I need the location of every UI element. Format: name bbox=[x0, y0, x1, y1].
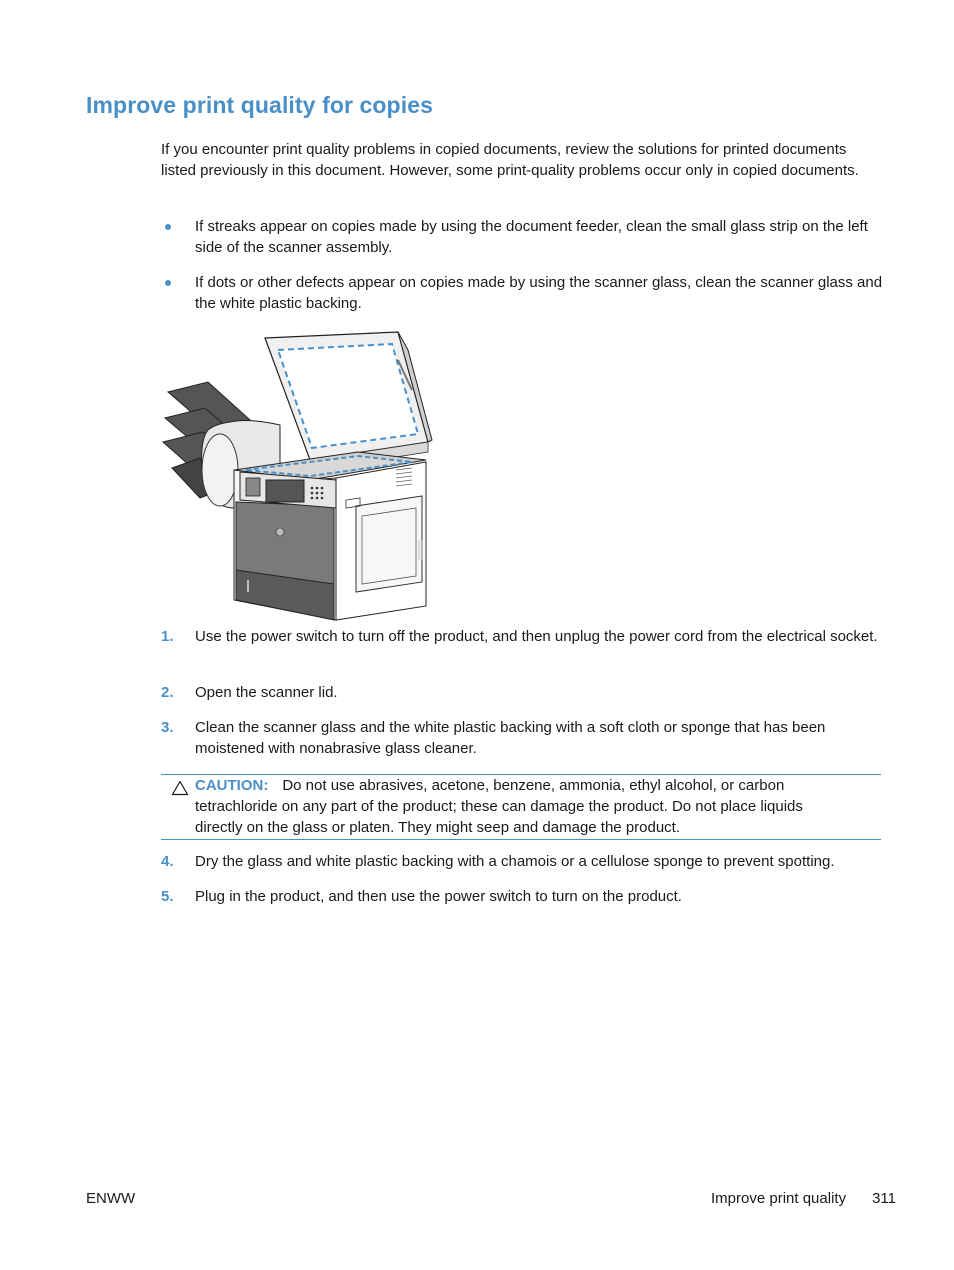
warning-triangle-icon bbox=[171, 780, 189, 796]
caution-text bbox=[195, 775, 845, 838]
bullet-icon bbox=[165, 280, 171, 286]
step-number: 4. bbox=[161, 853, 174, 870]
page-number: 311 bbox=[872, 1190, 896, 1207]
step-number: 1. bbox=[161, 628, 174, 645]
footer-section bbox=[711, 1190, 896, 1207]
caution-box bbox=[161, 774, 881, 840]
step-number: 3. bbox=[161, 719, 174, 736]
page-title: Improve print quality for copies bbox=[86, 92, 433, 118]
step-number: 2. bbox=[161, 684, 174, 701]
caution-label: CAUTION: bbox=[195, 777, 269, 794]
step-text: Open the scanner lid. bbox=[195, 684, 338, 701]
step-text: Dry the glass and white plastic backing with a chamois or a cellulose sponge to prevent spotting. bbox=[195, 853, 835, 870]
step-text: Plug in the product, and then use the power switch to turn on the product. bbox=[195, 888, 682, 905]
footer-section-title: Improve print quality bbox=[711, 1190, 847, 1207]
bullet-text: If dots or other defects appear on copies made by using the scanner glass, clean the scanner glass and the white plastic backing. bbox=[195, 274, 883, 312]
bullet-icon bbox=[165, 224, 171, 230]
printer-scanner-illustration bbox=[160, 330, 440, 625]
step-text: Clean the scanner glass and the white plastic backing with a soft cloth or sponge that has been moistened with nonabrasive glass cleaner. bbox=[195, 719, 826, 757]
step-number: 5. bbox=[161, 888, 174, 905]
footer-locale: ENWW bbox=[86, 1190, 136, 1207]
intro-paragraph: If you encounter print quality problems in copied documents, review the solutions for printed documents listed previously in this document. However, some print-quality problems occur only in copied documents. bbox=[161, 141, 859, 179]
step-text: Use the power switch to turn off the product, and then unplug the power cord from the electrical socket. bbox=[195, 628, 878, 645]
caution-body: Do not use abrasives, acetone, benzene, ammonia, ethyl alcohol, or carbon tetrachloride on any part of the product; these can damage the product. Do not place liquids directly on the glass or platen. They might seep and damage the product. bbox=[195, 777, 803, 836]
hp-logo-icon bbox=[276, 528, 284, 536]
bullet-text: If streaks appear on copies made by using the document feeder, clean the small glass strip on the left side of the scanner assembly. bbox=[195, 218, 868, 256]
